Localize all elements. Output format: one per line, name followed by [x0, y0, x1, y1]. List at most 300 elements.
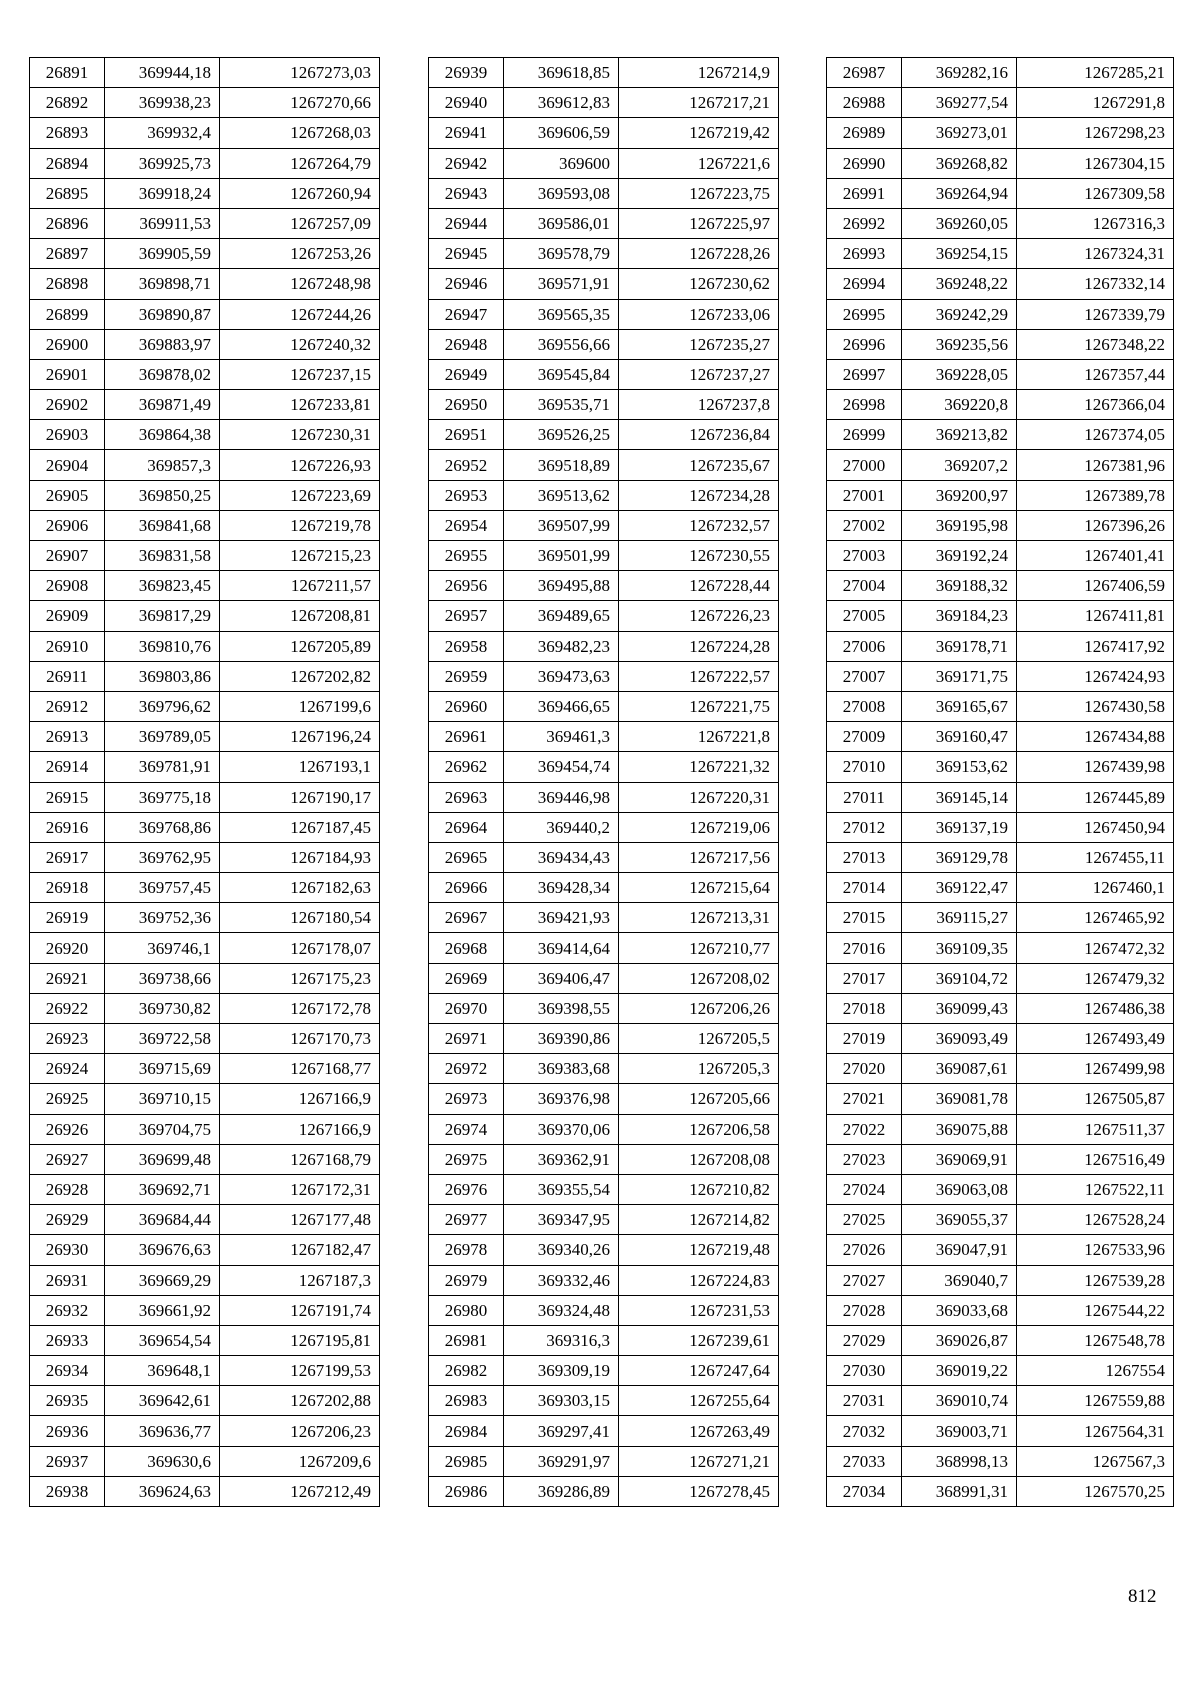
- y-coordinate-cell: 1267224,83: [619, 1265, 779, 1295]
- table-row: [827, 58, 1174, 88]
- point-id-cell: 26997: [827, 359, 902, 389]
- x-coordinate-cell: 369803,86: [105, 661, 220, 691]
- y-coordinate-cell: 1267533,96: [1017, 1235, 1174, 1265]
- y-coordinate-cell: 1267205,5: [619, 1024, 779, 1054]
- point-id-cell: 26902: [30, 390, 105, 420]
- table-row: [827, 329, 1174, 359]
- point-id-cell: 27006: [827, 631, 902, 661]
- x-coordinate-cell: 369600: [504, 148, 619, 178]
- point-id-cell: 26987: [827, 58, 902, 88]
- table-row: [429, 1235, 779, 1265]
- table-row: [827, 208, 1174, 238]
- point-id-cell: 27025: [827, 1205, 902, 1235]
- x-coordinate-cell: 369228,05: [902, 359, 1017, 389]
- point-id-cell: 27010: [827, 752, 902, 782]
- point-id-cell: 26910: [30, 631, 105, 661]
- table-row: [429, 239, 779, 269]
- y-coordinate-cell: 1267291,8: [1017, 88, 1174, 118]
- table-row: [827, 1295, 1174, 1325]
- y-coordinate-cell: 1267493,49: [1017, 1024, 1174, 1054]
- point-id-cell: 27012: [827, 812, 902, 842]
- y-coordinate-cell: 1267230,55: [619, 541, 779, 571]
- point-id-cell: 26931: [30, 1265, 105, 1295]
- point-id-cell: 26952: [429, 450, 504, 480]
- x-coordinate-cell: 369390,86: [504, 1024, 619, 1054]
- table-row: [827, 450, 1174, 480]
- x-coordinate-cell: 369454,74: [504, 752, 619, 782]
- point-id-cell: 26969: [429, 963, 504, 993]
- x-coordinate-cell: 369282,16: [902, 58, 1017, 88]
- y-coordinate-cell: 1267223,75: [619, 178, 779, 208]
- y-coordinate-cell: 1267166,9: [220, 1114, 380, 1144]
- point-id-cell: 26918: [30, 873, 105, 903]
- y-coordinate-cell: 1267168,79: [220, 1144, 380, 1174]
- y-coordinate-cell: 1267215,64: [619, 873, 779, 903]
- table-row: [827, 661, 1174, 691]
- x-coordinate-cell: 369878,02: [105, 359, 220, 389]
- table-row: [429, 601, 779, 631]
- y-coordinate-cell: 1267424,93: [1017, 661, 1174, 691]
- y-coordinate-cell: 1267228,44: [619, 571, 779, 601]
- x-coordinate-cell: 369864,38: [105, 420, 220, 450]
- x-coordinate-cell: 369165,67: [902, 691, 1017, 721]
- point-id-cell: 26920: [30, 933, 105, 963]
- y-coordinate-cell: 1267263,49: [619, 1416, 779, 1446]
- point-id-cell: 26998: [827, 390, 902, 420]
- point-id-cell: 26893: [30, 118, 105, 148]
- table-row: [827, 691, 1174, 721]
- table-row: [827, 390, 1174, 420]
- y-coordinate-cell: 1267406,59: [1017, 571, 1174, 601]
- table-row: [30, 873, 380, 903]
- x-coordinate-cell: 369669,29: [105, 1265, 220, 1295]
- table-row: [30, 1476, 380, 1506]
- point-id-cell: 26961: [429, 722, 504, 752]
- point-id-cell: 26976: [429, 1174, 504, 1204]
- point-id-cell: 26895: [30, 178, 105, 208]
- y-coordinate-cell: 1267187,3: [220, 1265, 380, 1295]
- table-row: [827, 1446, 1174, 1476]
- table-row: [429, 661, 779, 691]
- x-coordinate-cell: 369398,55: [504, 993, 619, 1023]
- x-coordinate-cell: 369019,22: [902, 1356, 1017, 1386]
- y-coordinate-cell: 1267222,57: [619, 661, 779, 691]
- x-coordinate-cell: 369303,15: [504, 1386, 619, 1416]
- x-coordinate-cell: 369355,54: [504, 1174, 619, 1204]
- x-coordinate-cell: 369081,78: [902, 1084, 1017, 1114]
- point-id-cell: 26958: [429, 631, 504, 661]
- y-coordinate-cell: 1267260,94: [220, 178, 380, 208]
- y-coordinate-cell: 1267213,31: [619, 903, 779, 933]
- table-row: [827, 993, 1174, 1023]
- y-coordinate-cell: 1267434,88: [1017, 722, 1174, 752]
- x-coordinate-cell: 369075,88: [902, 1114, 1017, 1144]
- point-id-cell: 26959: [429, 661, 504, 691]
- point-id-cell: 26980: [429, 1295, 504, 1325]
- x-coordinate-cell: 369857,3: [105, 450, 220, 480]
- y-coordinate-cell: 1267324,31: [1017, 239, 1174, 269]
- y-coordinate-cell: 1267374,05: [1017, 420, 1174, 450]
- point-id-cell: 26990: [827, 148, 902, 178]
- point-id-cell: 26921: [30, 963, 105, 993]
- x-coordinate-cell: 369890,87: [105, 299, 220, 329]
- point-id-cell: 26985: [429, 1446, 504, 1476]
- y-coordinate-cell: 1267430,58: [1017, 691, 1174, 721]
- y-coordinate-cell: 1267220,31: [619, 782, 779, 812]
- y-coordinate-cell: 1267205,89: [220, 631, 380, 661]
- x-coordinate-cell: 369556,66: [504, 329, 619, 359]
- x-coordinate-cell: 369762,95: [105, 842, 220, 872]
- point-id-cell: 26929: [30, 1205, 105, 1235]
- point-id-cell: 26914: [30, 752, 105, 782]
- table-row: [429, 631, 779, 661]
- table-row: [429, 1024, 779, 1054]
- table-row: [429, 88, 779, 118]
- point-id-cell: 27030: [827, 1356, 902, 1386]
- x-coordinate-cell: 369324,48: [504, 1295, 619, 1325]
- table-row: [429, 1356, 779, 1386]
- y-coordinate-cell: 1267210,82: [619, 1174, 779, 1204]
- table-row: [429, 1174, 779, 1204]
- x-coordinate-cell: 369316,3: [504, 1325, 619, 1355]
- table-row: [429, 1325, 779, 1355]
- x-coordinate-cell: 369618,85: [504, 58, 619, 88]
- table-row: [30, 178, 380, 208]
- x-coordinate-cell: 369768,86: [105, 812, 220, 842]
- point-id-cell: 27014: [827, 873, 902, 903]
- point-id-cell: 26894: [30, 148, 105, 178]
- table-row: [30, 1356, 380, 1386]
- point-id-cell: 26939: [429, 58, 504, 88]
- table-row: [827, 631, 1174, 661]
- table-row: [429, 510, 779, 540]
- point-id-cell: 26928: [30, 1174, 105, 1204]
- point-id-cell: 26945: [429, 239, 504, 269]
- x-coordinate-cell: 369775,18: [105, 782, 220, 812]
- y-coordinate-cell: 1267172,78: [220, 993, 380, 1023]
- table-row: [827, 812, 1174, 842]
- y-coordinate-cell: 1267554: [1017, 1356, 1174, 1386]
- y-coordinate-cell: 1267202,88: [220, 1386, 380, 1416]
- x-coordinate-cell: 369661,92: [105, 1295, 220, 1325]
- x-coordinate-cell: 369578,79: [504, 239, 619, 269]
- table-row: [30, 631, 380, 661]
- y-coordinate-cell: 1267195,81: [220, 1325, 380, 1355]
- point-id-cell: 26954: [429, 510, 504, 540]
- y-coordinate-cell: 1267230,31: [220, 420, 380, 450]
- y-coordinate-cell: 1267225,97: [619, 208, 779, 238]
- y-coordinate-cell: 1267401,41: [1017, 541, 1174, 571]
- point-id-cell: 26897: [30, 239, 105, 269]
- table-row: [429, 480, 779, 510]
- point-id-cell: 26926: [30, 1114, 105, 1144]
- y-coordinate-cell: 1267206,26: [619, 993, 779, 1023]
- point-id-cell: 26973: [429, 1084, 504, 1114]
- y-coordinate-cell: 1267339,79: [1017, 299, 1174, 329]
- x-coordinate-cell: 369704,75: [105, 1114, 220, 1144]
- x-coordinate-cell: 369104,72: [902, 963, 1017, 993]
- point-id-cell: 26903: [30, 420, 105, 450]
- point-id-cell: 26957: [429, 601, 504, 631]
- y-coordinate-cell: 1267268,03: [220, 118, 380, 148]
- x-coordinate-cell: 369003,71: [902, 1416, 1017, 1446]
- y-coordinate-cell: 1267450,94: [1017, 812, 1174, 842]
- y-coordinate-cell: 1267559,88: [1017, 1386, 1174, 1416]
- table-row: [429, 571, 779, 601]
- y-coordinate-cell: 1267184,93: [220, 842, 380, 872]
- table-row: [429, 722, 779, 752]
- point-id-cell: 26962: [429, 752, 504, 782]
- point-id-cell: 26964: [429, 812, 504, 842]
- x-coordinate-cell: 369944,18: [105, 58, 220, 88]
- table-row: [30, 782, 380, 812]
- table-row: [429, 450, 779, 480]
- x-coordinate-cell: 369248,22: [902, 269, 1017, 299]
- table-row: [30, 1114, 380, 1144]
- point-id-cell: 27011: [827, 782, 902, 812]
- y-coordinate-cell: 1267270,66: [220, 88, 380, 118]
- table-row: [827, 541, 1174, 571]
- table-row: [429, 359, 779, 389]
- point-id-cell: 26982: [429, 1356, 504, 1386]
- table-row: [30, 1325, 380, 1355]
- y-coordinate-cell: 1267219,48: [619, 1235, 779, 1265]
- y-coordinate-cell: 1267309,58: [1017, 178, 1174, 208]
- x-coordinate-cell: 369421,93: [504, 903, 619, 933]
- y-coordinate-cell: 1267439,98: [1017, 752, 1174, 782]
- y-coordinate-cell: 1267237,15: [220, 359, 380, 389]
- table-row: [30, 299, 380, 329]
- x-coordinate-cell: 369153,62: [902, 752, 1017, 782]
- x-coordinate-cell: 369932,4: [105, 118, 220, 148]
- table-row: [827, 933, 1174, 963]
- y-coordinate-cell: 1267235,67: [619, 450, 779, 480]
- y-coordinate-cell: 1267511,37: [1017, 1114, 1174, 1144]
- page-number: 812: [1128, 1586, 1157, 1607]
- x-coordinate-cell: 369593,08: [504, 178, 619, 208]
- y-coordinate-cell: 1267304,15: [1017, 148, 1174, 178]
- point-id-cell: 26912: [30, 691, 105, 721]
- point-id-cell: 27002: [827, 510, 902, 540]
- y-coordinate-cell: 1267209,6: [220, 1446, 380, 1476]
- y-coordinate-cell: 1267505,87: [1017, 1084, 1174, 1114]
- y-coordinate-cell: 1267226,23: [619, 601, 779, 631]
- y-coordinate-cell: 1267219,42: [619, 118, 779, 148]
- y-coordinate-cell: 1267366,04: [1017, 390, 1174, 420]
- y-coordinate-cell: 1267465,92: [1017, 903, 1174, 933]
- table-row: [30, 1295, 380, 1325]
- point-id-cell: 26919: [30, 903, 105, 933]
- table-row: [429, 1054, 779, 1084]
- y-coordinate-cell: 1267564,31: [1017, 1416, 1174, 1446]
- x-coordinate-cell: 369093,49: [902, 1024, 1017, 1054]
- point-id-cell: 26972: [429, 1054, 504, 1084]
- table-row: [827, 299, 1174, 329]
- x-coordinate-cell: 369781,91: [105, 752, 220, 782]
- point-id-cell: 26978: [429, 1235, 504, 1265]
- y-coordinate-cell: 1267212,49: [220, 1476, 380, 1506]
- x-coordinate-cell: 369332,46: [504, 1265, 619, 1295]
- y-coordinate-cell: 1267217,56: [619, 842, 779, 872]
- table-row: [827, 480, 1174, 510]
- x-coordinate-cell: 369309,19: [504, 1356, 619, 1386]
- x-coordinate-cell: 369370,06: [504, 1114, 619, 1144]
- table-row: [429, 963, 779, 993]
- y-coordinate-cell: 1267180,54: [220, 903, 380, 933]
- point-id-cell: 27000: [827, 450, 902, 480]
- point-id-cell: 27003: [827, 541, 902, 571]
- y-coordinate-cell: 1267178,07: [220, 933, 380, 963]
- x-coordinate-cell: 369831,58: [105, 541, 220, 571]
- table-row: [827, 752, 1174, 782]
- point-id-cell: 27017: [827, 963, 902, 993]
- point-id-cell: 27008: [827, 691, 902, 721]
- y-coordinate-cell: 1267381,96: [1017, 450, 1174, 480]
- y-coordinate-cell: 1267411,81: [1017, 601, 1174, 631]
- point-id-cell: 26925: [30, 1084, 105, 1114]
- table-body: [429, 58, 779, 1507]
- x-coordinate-cell: 369434,43: [504, 842, 619, 872]
- y-coordinate-cell: 1267332,14: [1017, 269, 1174, 299]
- table-row: [30, 450, 380, 480]
- x-coordinate-cell: 369069,91: [902, 1144, 1017, 1174]
- y-coordinate-cell: 1267539,28: [1017, 1265, 1174, 1295]
- y-coordinate-cell: 1267221,32: [619, 752, 779, 782]
- y-coordinate-cell: 1267240,32: [220, 329, 380, 359]
- y-coordinate-cell: 1267298,23: [1017, 118, 1174, 148]
- y-coordinate-cell: 1267221,75: [619, 691, 779, 721]
- table-row: [827, 510, 1174, 540]
- x-coordinate-cell: 369692,71: [105, 1174, 220, 1204]
- x-coordinate-cell: 369810,76: [105, 631, 220, 661]
- table-row: [827, 148, 1174, 178]
- x-coordinate-cell: 369087,61: [902, 1054, 1017, 1084]
- y-coordinate-cell: 1267214,9: [619, 58, 779, 88]
- point-id-cell: 26917: [30, 842, 105, 872]
- point-id-cell: 27021: [827, 1084, 902, 1114]
- x-coordinate-cell: 369362,91: [504, 1144, 619, 1174]
- x-coordinate-cell: 369188,32: [902, 571, 1017, 601]
- table-row: [30, 571, 380, 601]
- table-row: [30, 118, 380, 148]
- x-coordinate-cell: 369482,23: [504, 631, 619, 661]
- table-row: [827, 269, 1174, 299]
- y-coordinate-cell: 1267202,82: [220, 661, 380, 691]
- point-id-cell: 26991: [827, 178, 902, 208]
- x-coordinate-cell: 369026,87: [902, 1325, 1017, 1355]
- x-coordinate-cell: 369440,2: [504, 812, 619, 842]
- point-id-cell: 27009: [827, 722, 902, 752]
- table-row: [30, 1084, 380, 1114]
- y-coordinate-cell: 1267166,9: [220, 1084, 380, 1114]
- x-coordinate-cell: 369277,54: [902, 88, 1017, 118]
- x-coordinate-cell: 368991,31: [902, 1476, 1017, 1506]
- point-id-cell: 27020: [827, 1054, 902, 1084]
- table-row: [827, 1416, 1174, 1446]
- point-id-cell: 27001: [827, 480, 902, 510]
- table-row: [30, 420, 380, 450]
- table-row: [827, 359, 1174, 389]
- y-coordinate-cell: 1267219,78: [220, 510, 380, 540]
- point-id-cell: 26905: [30, 480, 105, 510]
- x-coordinate-cell: 369286,89: [504, 1476, 619, 1506]
- point-id-cell: 26950: [429, 390, 504, 420]
- table-row: [429, 752, 779, 782]
- x-coordinate-cell: 369260,05: [902, 208, 1017, 238]
- x-coordinate-cell: 369055,37: [902, 1205, 1017, 1235]
- point-id-cell: 26934: [30, 1356, 105, 1386]
- point-id-cell: 26970: [429, 993, 504, 1023]
- table-row: [827, 178, 1174, 208]
- x-coordinate-cell: 369730,82: [105, 993, 220, 1023]
- y-coordinate-cell: 1267221,6: [619, 148, 779, 178]
- y-coordinate-cell: 1267236,84: [619, 420, 779, 450]
- x-coordinate-cell: 369268,82: [902, 148, 1017, 178]
- point-id-cell: 26948: [429, 329, 504, 359]
- y-coordinate-cell: 1267211,57: [220, 571, 380, 601]
- point-id-cell: 26967: [429, 903, 504, 933]
- y-coordinate-cell: 1267205,66: [619, 1084, 779, 1114]
- point-id-cell: 27013: [827, 842, 902, 872]
- table-row: [827, 1084, 1174, 1114]
- table-body: [30, 58, 380, 1507]
- x-coordinate-cell: 369115,27: [902, 903, 1017, 933]
- table-row: [30, 661, 380, 691]
- coordinate-table-1: [29, 57, 380, 1507]
- table-row: [429, 1114, 779, 1144]
- point-id-cell: 26988: [827, 88, 902, 118]
- x-coordinate-cell: 369192,24: [902, 541, 1017, 571]
- point-id-cell: 27019: [827, 1024, 902, 1054]
- x-coordinate-cell: 369710,15: [105, 1084, 220, 1114]
- y-coordinate-cell: 1267264,79: [220, 148, 380, 178]
- table-row: [827, 1325, 1174, 1355]
- y-coordinate-cell: 1267389,78: [1017, 480, 1174, 510]
- y-coordinate-cell: 1267219,06: [619, 812, 779, 842]
- table-row: [827, 782, 1174, 812]
- x-coordinate-cell: 369184,23: [902, 601, 1017, 631]
- y-coordinate-cell: 1267208,08: [619, 1144, 779, 1174]
- y-coordinate-cell: 1267182,63: [220, 873, 380, 903]
- y-coordinate-cell: 1267528,24: [1017, 1205, 1174, 1235]
- y-coordinate-cell: 1267233,06: [619, 299, 779, 329]
- x-coordinate-cell: 369446,98: [504, 782, 619, 812]
- point-id-cell: 26924: [30, 1054, 105, 1084]
- point-id-cell: 26966: [429, 873, 504, 903]
- y-coordinate-cell: 1267215,23: [220, 541, 380, 571]
- x-coordinate-cell: 369684,44: [105, 1205, 220, 1235]
- table-row: [30, 1235, 380, 1265]
- x-coordinate-cell: 369636,77: [105, 1416, 220, 1446]
- table-row: [429, 1205, 779, 1235]
- x-coordinate-cell: 369850,25: [105, 480, 220, 510]
- table-row: [429, 420, 779, 450]
- table-row: [429, 993, 779, 1023]
- x-coordinate-cell: 369715,69: [105, 1054, 220, 1084]
- table-row: [827, 420, 1174, 450]
- x-coordinate-cell: 369406,47: [504, 963, 619, 993]
- y-coordinate-cell: 1267396,26: [1017, 510, 1174, 540]
- table-row: [429, 842, 779, 872]
- y-coordinate-cell: 1267206,23: [220, 1416, 380, 1446]
- x-coordinate-cell: 369898,71: [105, 269, 220, 299]
- table-row: [30, 752, 380, 782]
- point-id-cell: 26953: [429, 480, 504, 510]
- x-coordinate-cell: 369535,71: [504, 390, 619, 420]
- y-coordinate-cell: 1267172,31: [220, 1174, 380, 1204]
- x-coordinate-cell: 369145,14: [902, 782, 1017, 812]
- y-coordinate-cell: 1267168,77: [220, 1054, 380, 1084]
